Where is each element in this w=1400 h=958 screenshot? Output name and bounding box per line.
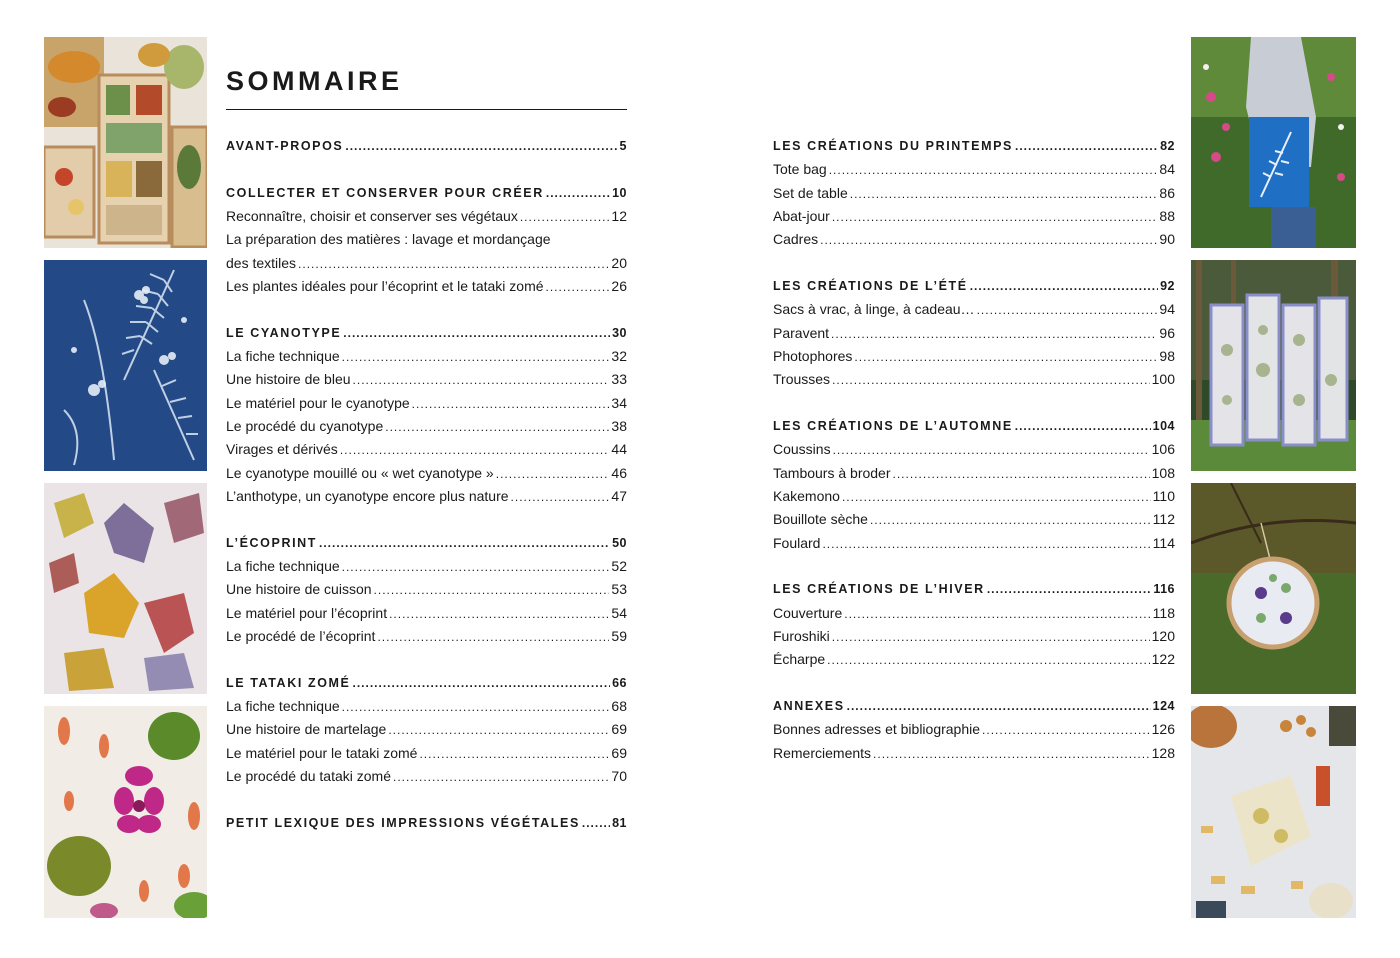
toc-entry[interactable]: Sacs à vrac, à linge, à cadeau… ..... 94 <box>773 298 1175 321</box>
toc-entry[interactable]: Paravent ..... 96 <box>773 322 1175 345</box>
toc-entry[interactable]: Le matériel pour le tataki zomé ..... 69 <box>226 742 627 765</box>
dot-leader <box>893 463 1150 486</box>
dot-leader <box>822 533 1150 556</box>
toc-entry[interactable]: Tambours à broder ..... 108 <box>773 462 1175 485</box>
dot-leader <box>832 626 1150 649</box>
toc-entry[interactable]: Foulard ..... 114 <box>773 532 1175 555</box>
toc-entry[interactable]: La fiche technique ..... 68 <box>226 695 627 718</box>
toc-heading[interactable]: PETIT LEXIQUE DES IMPRESSIONS VÉGÉTALES ..... 81 <box>226 812 627 835</box>
toc-entry[interactable]: Coussins ..... 106 <box>773 438 1175 461</box>
dot-leader <box>377 626 609 649</box>
toc-heading[interactable]: COLLECTER ET CONSERVER POUR CRÉER ..... 10 <box>226 182 627 205</box>
toc-entry[interactable]: Remerciements ..... 128 <box>773 742 1175 765</box>
title-underline <box>226 109 627 110</box>
dot-leader <box>345 135 617 158</box>
toc-entry[interactable]: Set de table ..... 86 <box>773 182 1175 205</box>
dot-leader <box>298 253 609 276</box>
toc-entry[interactable]: Le procédé du tataki zomé ..... 70 <box>226 765 627 788</box>
dot-leader <box>520 206 610 229</box>
dot-leader <box>829 159 1158 182</box>
dot-leader <box>546 182 610 205</box>
dot-leader <box>342 556 610 579</box>
toc-heading[interactable]: LES CRÉATIONS DE L’AUTOMNE ..... 104 <box>773 415 1175 438</box>
toc-entry[interactable]: Virages et dérivés ..... 44 <box>226 438 627 461</box>
dot-leader <box>854 346 1157 369</box>
toc-entry[interactable]: La fiche technique ..... 52 <box>226 555 627 578</box>
toc-entry[interactable]: Une histoire de bleu ..... 33 <box>226 368 627 391</box>
dot-leader <box>511 486 610 509</box>
dot-leader <box>496 463 610 486</box>
toc-heading[interactable]: AVANT-PROPOS ..... 5 <box>226 135 627 158</box>
herbarium-trays-photo <box>44 37 207 248</box>
dot-leader <box>832 369 1150 392</box>
dot-leader <box>374 579 610 602</box>
toc-heading[interactable]: ANNEXES ..... 124 <box>773 695 1175 718</box>
toc-entry[interactable]: des textiles ..... 20 <box>226 252 627 275</box>
dot-leader <box>982 719 1150 742</box>
dot-leader <box>319 532 610 555</box>
toc-entry[interactable]: Le matériel pour l’écoprint ..... 54 <box>226 602 627 625</box>
ecoprint-folding-screen-photo <box>1191 260 1356 471</box>
toc-heading[interactable]: LE CYANOTYPE ..... 30 <box>226 322 627 345</box>
dot-leader <box>340 439 610 462</box>
dot-leader <box>844 603 1150 626</box>
toc-entry[interactable]: Le procédé de l’écoprint ..... 59 <box>226 625 627 648</box>
dot-leader <box>870 509 1151 532</box>
toc-heading[interactable]: LES CRÉATIONS DE L’HIVER ..... 116 <box>773 578 1175 601</box>
embroidery-hoop-print-photo <box>1191 483 1356 694</box>
dot-leader <box>412 393 610 416</box>
dot-leader <box>850 183 1158 206</box>
dot-leader <box>546 276 610 299</box>
toc-entry[interactable]: Les plantes idéales pour l’écoprint et le tataki zomé ..... 26 <box>226 275 627 298</box>
toc-entry[interactable]: Tote bag ..... 84 <box>773 158 1175 181</box>
toc-entry[interactable]: Le procédé du cyanotype ..... 38 <box>226 415 627 438</box>
dot-leader <box>352 672 610 695</box>
dot-leader <box>832 206 1158 229</box>
toc-heading[interactable]: LE TATAKI ZOMÉ ..... 66 <box>226 672 627 695</box>
dot-leader <box>827 649 1149 672</box>
dot-leader <box>1015 135 1158 158</box>
toc-left-column <box>226 135 627 835</box>
furoshiki-gift-wrap-photo <box>1191 706 1356 918</box>
toc-entry[interactable]: Kakemono ..... 110 <box>773 485 1175 508</box>
dot-leader <box>847 695 1151 718</box>
ecoprint-autumn-leaves-photo <box>44 483 207 694</box>
toc-heading[interactable]: LES CRÉATIONS DU PRINTEMPS ..... 82 <box>773 135 1175 158</box>
dot-leader <box>342 696 610 719</box>
toc-entry[interactable]: Bonnes adresses et bibliographie ..... 126 <box>773 718 1175 741</box>
toc-entry[interactable]: Écharpe ..... 122 <box>773 648 1175 671</box>
toc-entry[interactable]: Photophores ..... 98 <box>773 345 1175 368</box>
dot-leader <box>385 416 609 439</box>
toc-entry[interactable]: Bouillote sèche ..... 112 <box>773 508 1175 531</box>
dot-leader <box>873 743 1150 766</box>
toc-entry[interactable]: Reconnaître, choisir et conserver ses végétaux ..... 12 <box>226 205 627 228</box>
toc-entry[interactable]: Cadres ..... 90 <box>773 228 1175 251</box>
dot-leader <box>833 439 1150 462</box>
toc-entry[interactable]: Abat-jour ..... 88 <box>773 205 1175 228</box>
dot-leader <box>977 299 1158 322</box>
page-title: SOMMAIRE <box>226 66 403 96</box>
dot-leader <box>353 369 610 392</box>
dot-leader <box>970 275 1158 298</box>
cyanotype-tote-bag-photo <box>1191 37 1356 248</box>
toc-right-column <box>773 135 1175 765</box>
toc-entry[interactable]: L’anthotype, un cyanotype encore plus nature ..... 47 <box>226 485 627 508</box>
dot-leader <box>582 812 610 835</box>
toc-entry[interactable]: Couverture ..... 118 <box>773 602 1175 625</box>
cyanotype-fern-print-photo <box>44 260 207 471</box>
tataki-zome-flower-print-photo <box>44 706 207 918</box>
toc-entry[interactable]: Trousses ..... 100 <box>773 368 1175 391</box>
dot-leader <box>342 346 610 369</box>
dot-leader <box>419 743 609 766</box>
toc-entry[interactable]: Une histoire de cuisson ..... 53 <box>226 578 627 601</box>
dot-leader <box>987 578 1152 601</box>
toc-entry[interactable]: Le matériel pour le cyanotype ..... 34 <box>226 392 627 415</box>
dot-leader <box>842 486 1151 509</box>
dot-leader <box>388 719 609 742</box>
dot-leader <box>820 229 1157 252</box>
dot-leader <box>393 766 609 789</box>
dot-leader <box>343 322 610 345</box>
dot-leader <box>831 323 1157 346</box>
toc-heading[interactable]: L’ÉCOPRINT ..... 50 <box>226 532 627 555</box>
toc-entry[interactable]: Une histoire de martelage ..... 69 <box>226 718 627 741</box>
toc-entry[interactable]: La préparation des matières : lavage et mordançage <box>226 231 551 248</box>
toc-entry[interactable]: Furoshiki ..... 120 <box>773 625 1175 648</box>
toc-heading[interactable]: LES CRÉATIONS DE L’ÉTÉ ..... 92 <box>773 275 1175 298</box>
dot-leader <box>389 603 609 626</box>
toc-entry[interactable]: Le cyanotype mouillé ou « wet cyanotype » ..... 46 <box>226 462 627 485</box>
dot-leader <box>1015 415 1151 438</box>
toc-entry[interactable]: La fiche technique ..... 32 <box>226 345 627 368</box>
